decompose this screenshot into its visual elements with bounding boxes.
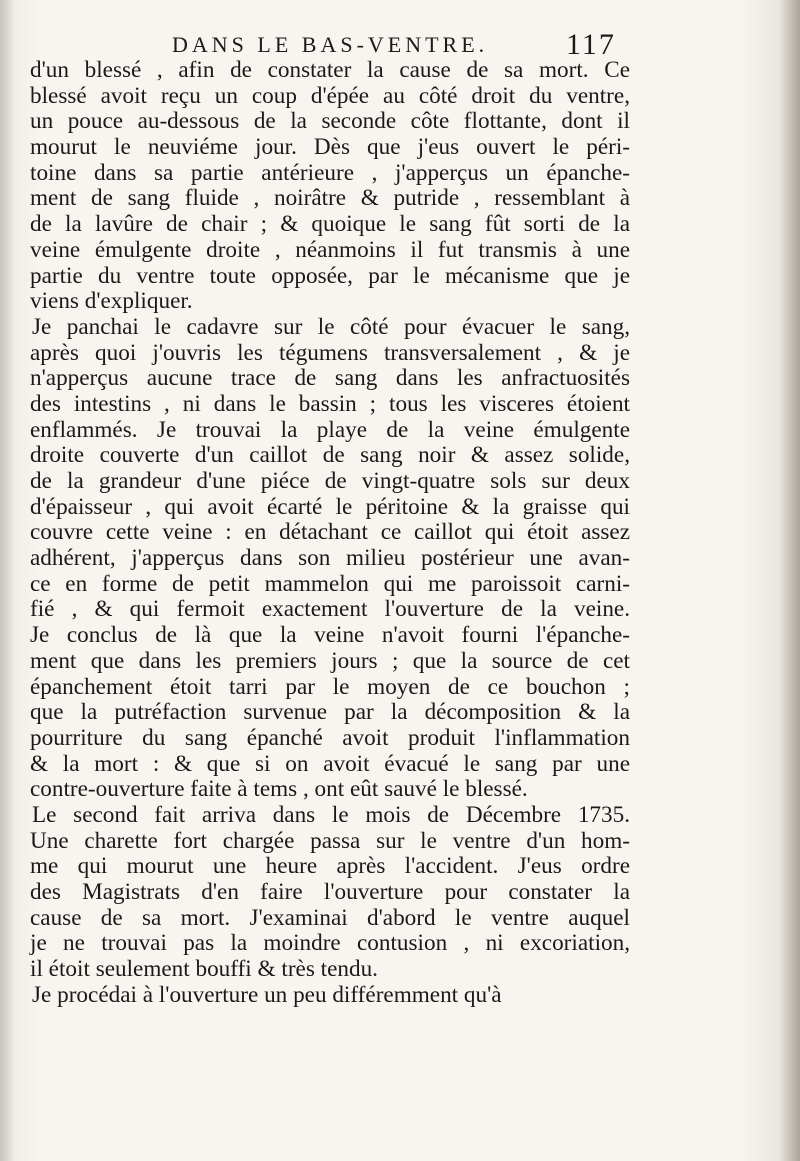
text-line: cause de sa mort. J'examinai d'abord le ventre auquel <box>30 904 630 931</box>
text-line: contre-ouverture faite à tems , ont eût sauvé le blessé. <box>30 776 528 803</box>
text-line: d'un blessé , afin de constater la cause de sa mort. Ce <box>30 57 630 83</box>
text-line: Je procédai à l'ouverture un peu différemment qu'à <box>32 981 502 1008</box>
page-number: 117 <box>566 28 616 61</box>
text-line: ment que dans les premiers jours ; que la source de cet <box>30 647 630 674</box>
text-line: me qui mourut une heure après l'accident. J'eus ordre <box>30 853 630 880</box>
text-line: Je conclus de là que la veine n'avoit fourni l'épanche- <box>30 622 630 649</box>
body-text <box>30 58 630 1008</box>
text-line: pourriture du sang épanché avoit produit l'inflammation <box>30 724 630 751</box>
text-line: blessé avoit reçu un coup d'épée au côté droit du ventre, <box>30 82 630 109</box>
text-line: des intestins , ni dans le bassin ; tous les visceres étoient <box>30 390 630 417</box>
text-line: droite couverte d'un caillot de sang noir & assez solide, <box>30 442 630 469</box>
text-line: des Magistrats d'en faire l'ouverture pour constater la <box>30 879 630 905</box>
text-line: il étoit seulement bouffi & très tendu. <box>30 956 378 983</box>
text-line: viens d'expliquer. <box>30 288 193 315</box>
paragraph <box>30 58 630 315</box>
text-line: partie du ventre toute opposée, par le mécanisme que je <box>30 262 630 289</box>
text-line: mourut le neuviéme jour. Dès que j'eus ouvert le péri- <box>30 134 630 161</box>
text-line: Je panchai le cadavre sur le côté pour évacuer le sang, <box>32 313 630 340</box>
text-line: de la grandeur d'une piéce de vingt-quatre sols sur deux <box>30 468 630 494</box>
text-line: ce en forme de petit mammelon qui me paroissoit carni- <box>30 570 630 597</box>
text-line: après quoi j'ouvris les tégumens transversalement , & je <box>30 339 630 366</box>
text-line: Une charette fort chargée passa sur le ventre d'un hom- <box>30 827 630 854</box>
text-line: que la putréfaction survenue par la décomposition & la <box>30 699 630 726</box>
text-line: d'épaisseur , qui avoit écarté le péritoine & la graisse qui <box>30 493 630 520</box>
text-line: fié , & qui fermoit exactement l'ouverture de la veine. <box>30 596 630 623</box>
text-line: adhérent, j'apperçus dans son milieu postérieur une avan- <box>30 545 630 572</box>
paragraph <box>30 803 630 983</box>
text-line: un pouce au-dessous de la seconde côte flottante, dont il <box>30 108 630 135</box>
text-line: n'apperçus aucune trace de sang dans les anfractuosités <box>30 365 630 392</box>
page-edge-shadow <box>780 0 800 1161</box>
text-line: enflammés. Je trouvai la playe de la veine émulgente <box>30 416 630 443</box>
text-line: je ne trouvai pas la moindre contusion , ni excoriation, <box>30 930 630 957</box>
text-line: ment de sang fluide , noirâtre & putride , ressemblant à <box>30 185 630 212</box>
paragraph <box>30 983 630 1009</box>
text-line: Le second fait arriva dans le mois de Décembre 1735. <box>32 801 630 828</box>
text-line: épanchement étoit tarri par le moyen de ce bouchon ; <box>30 673 630 700</box>
text-line: couvre cette veine : en détachant ce caillot qui étoit assez <box>30 519 630 546</box>
text-line: toine dans sa partie antérieure , j'apperçus un épanche- <box>30 159 630 186</box>
paragraph <box>30 315 630 803</box>
page-gutter-shadow <box>0 0 14 1161</box>
running-head: DANS LE BAS-VENTRE. <box>172 32 489 57</box>
text-line: veine émulgente droite , néanmoins il fut transmis à une <box>30 236 630 263</box>
text-line: & la mort : & que si on avoit évacué le sang par une <box>30 750 630 777</box>
text-line: de la lavûre de chair ; & quoique le sang fût sorti de la <box>30 211 630 238</box>
